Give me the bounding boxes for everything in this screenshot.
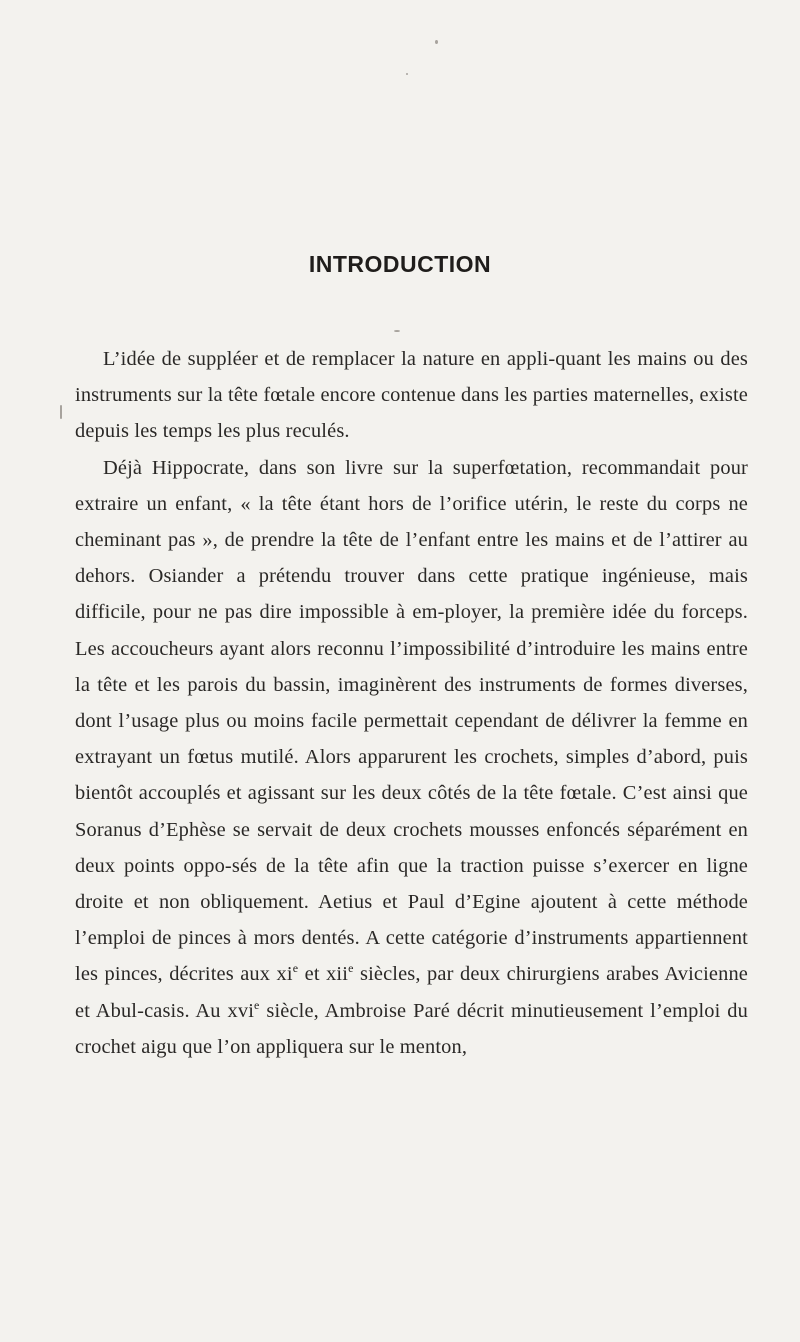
paper-speck <box>435 40 438 44</box>
paragraph-2-text-1: Déjà Hippocrate, dans son livre sur la superfœtation, recommandait pour extraire un enfant, « la tête étant hors de l’orifice utérin, le reste du corps ne cheminant pas », de prendre la tête de l’enfant entre les mains et de l’attirer au dehors. Osiander a prétendu trouver dans cette pratique ingénieuse, mais difficile, pour ne pas dire impossible à em-ployer, la première idée du forceps. Les accoucheurs ayant alors reconnu l’impossibilité d’introduire les mains entre la tête et les parois du bassin, imaginèrent des instruments de formes diverses, dont l’usage plus ou moins facile permettait cependant de délivrer la femme en extrayant un fœtus mutilé. Alors apparurent les crochets, simples d’abord, puis bientôt accouplés et agissant sur les deux côtés de la tête fœtale. C’est ainsi que Soranus d’Ephèse se servait de deux crochets mousses enfoncés séparément en deux points oppo-sés de la tête afin que la traction puisse s’exercer en ligne droite et non obliquement. Aetius et Paul d’Egine ajoutent à cette méthode l’emploi de pinces à mors dentés. A cette catégorie d’instruments appartiennent les pinces, décrites aux xi <box>75 456 748 986</box>
superscript-e: e <box>254 997 260 1012</box>
chapter-title: INTRODUCTION <box>308 251 492 277</box>
paragraph-2-text-4: siècle, Ambroise Paré décrit minutieusement l’emploi du crochet aigu que l’on appliquera sur le menton, <box>75 999 748 1058</box>
paragraph-2-text-2: et xii <box>298 963 349 986</box>
paper-speck <box>60 405 62 419</box>
body-text <box>75 341 748 1065</box>
superscript-e: e <box>348 961 354 976</box>
paper-speck <box>394 330 400 332</box>
paragraph-1: L’idée de suppléer et de remplacer la nature en appli-quant les mains ou des instruments sur la tête fœtale encore contenue dans les parties maternelles, existe depuis les temps les plus reculés. <box>75 348 748 443</box>
superscript-e: e <box>292 961 299 976</box>
paper-speck <box>406 73 408 75</box>
paragraph-2 <box>75 450 748 1065</box>
paragraph-2-text-3: siècles, par deux chirurgiens arabes Avicienne et Abul-casis. Au xvi <box>75 963 748 1022</box>
